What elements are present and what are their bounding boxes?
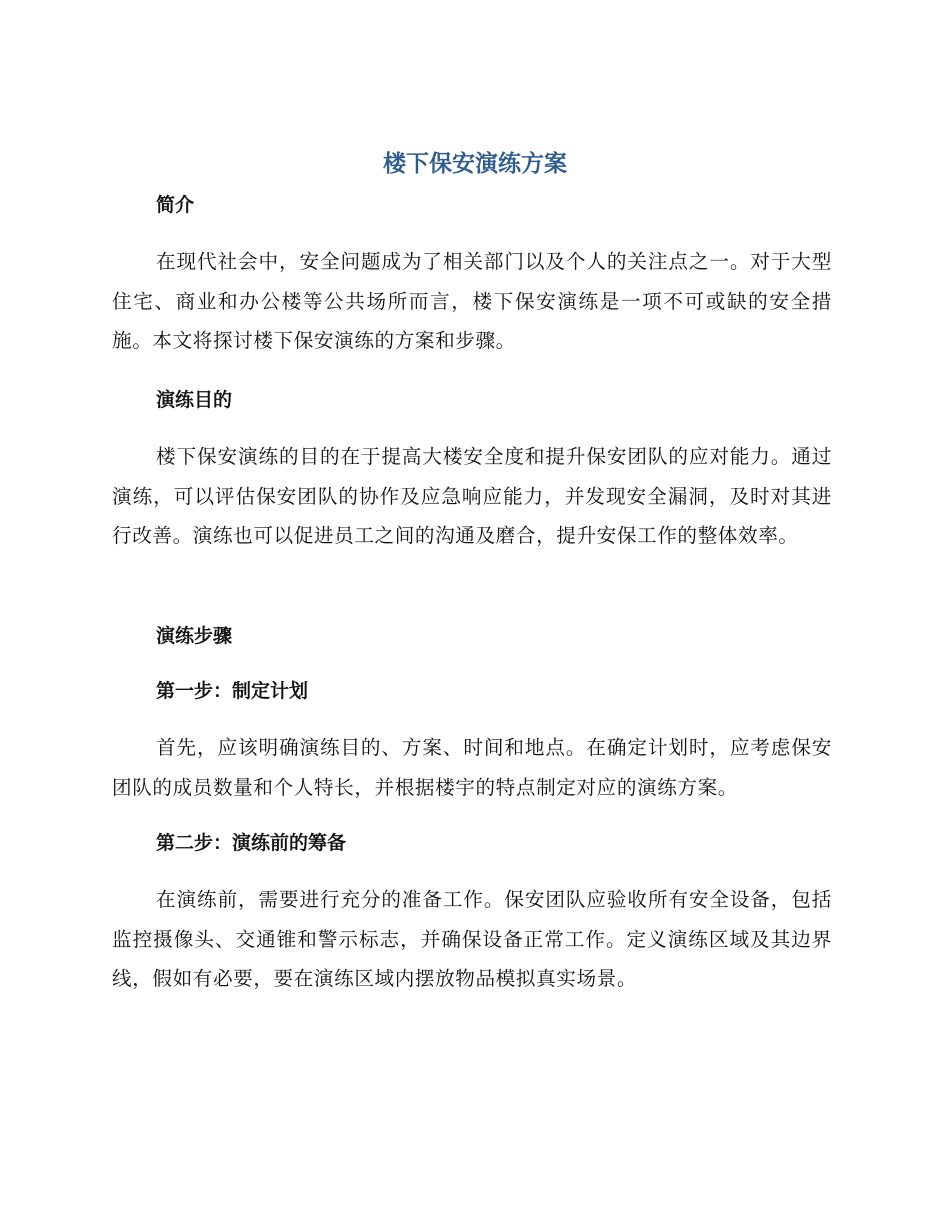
section-heading-intro: 简介 [156, 194, 195, 216]
section-paragraph-purpose: 楼下保安演练的目的在于提高大楼安全度和提升保安团队的应对能力。通过演练，可以评估保安团队的协作及应急响应能力，并发现安全漏洞，及时对其进行改善。演练也可以促进员工之间的沟通及磨合，提升安保工作的整体效率。 [112, 445, 832, 547]
section-paragraph-intro: 在现代社会中，安全问题成为了相关部门以及个人的关注点之一。对于大型住宅、商业和办公楼等公共场所而言，楼下保安演练是一项不可或缺的安全措施。本文将探讨楼下保安演练的方案和步骤。 [112, 250, 832, 352]
section-heading-purpose: 演练目的 [156, 389, 233, 411]
section-heading-step-one: 第一步：制定计划 [156, 680, 309, 702]
document-title: 楼下保安演练方案 [383, 151, 567, 177]
section-paragraph-step-two: 在演练前，需要进行充分的准备工作。保安团队应验收所有安全设备，包括监控摄像头、交通锥和警示标志，并确保设备正常工作。定义演练区域及其边界线，假如有必要，要在演练区域内摆放物品模拟真实场景。 [112, 888, 832, 990]
section-heading-steps: 演练步骤 [156, 625, 233, 647]
section-paragraph-step-one: 首先，应该明确演练目的、方案、时间和地点。在确定计划时，应考虑保安团队的成员数量和个人特长，并根据楼宇的特点制定对应的演练方案。 [112, 736, 832, 799]
section-heading-step-two: 第二步：演练前的筹备 [156, 832, 347, 854]
